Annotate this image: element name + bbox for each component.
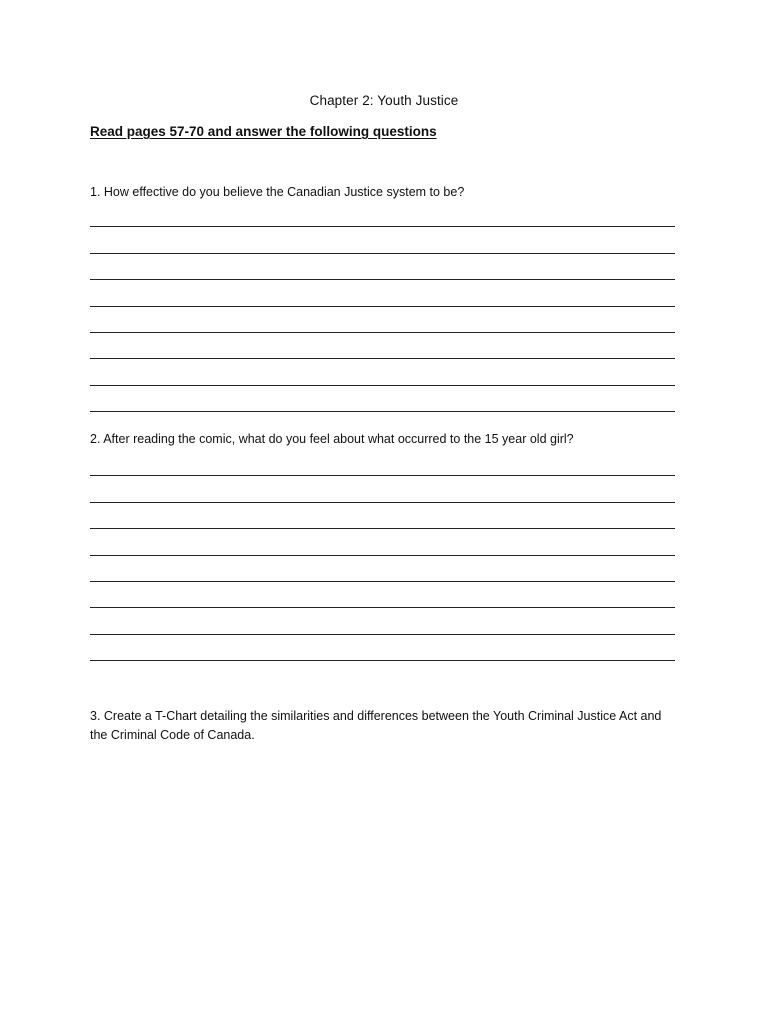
answer-line[interactable] [90, 586, 675, 612]
reading-instruction: Read pages 57-70 and answer the following questions [90, 124, 437, 139]
answer-line[interactable] [90, 612, 675, 638]
question-1: 1. How effective do you believe the Canadian Justice system to be? [90, 185, 465, 199]
answer-line[interactable] [90, 560, 675, 586]
answer-line[interactable] [90, 507, 675, 533]
answer-line[interactable] [90, 258, 675, 284]
answer-line[interactable] [90, 337, 675, 363]
question-3: 3. Create a T-Chart detailing the similarities and differences between the Youth Criminal Justice Act and the Criminal Code of Canada. [90, 709, 662, 742]
answer-line[interactable] [90, 390, 675, 416]
answer-area-1[interactable] [90, 205, 675, 416]
answer-line[interactable] [90, 454, 675, 480]
answer-line[interactable] [90, 533, 675, 559]
answer-line[interactable] [90, 284, 675, 310]
answer-area-2[interactable] [90, 454, 675, 665]
answer-line[interactable] [90, 205, 675, 231]
answer-line[interactable] [90, 363, 675, 389]
answer-line[interactable] [90, 480, 675, 506]
answer-line[interactable] [90, 231, 675, 257]
question-2: 2. After reading the comic, what do you feel about what occurred to the 15 year old girl? [90, 432, 574, 446]
answer-line[interactable] [90, 639, 675, 665]
page-title: Chapter 2: Youth Justice [309, 93, 459, 108]
answer-line[interactable] [90, 311, 675, 337]
